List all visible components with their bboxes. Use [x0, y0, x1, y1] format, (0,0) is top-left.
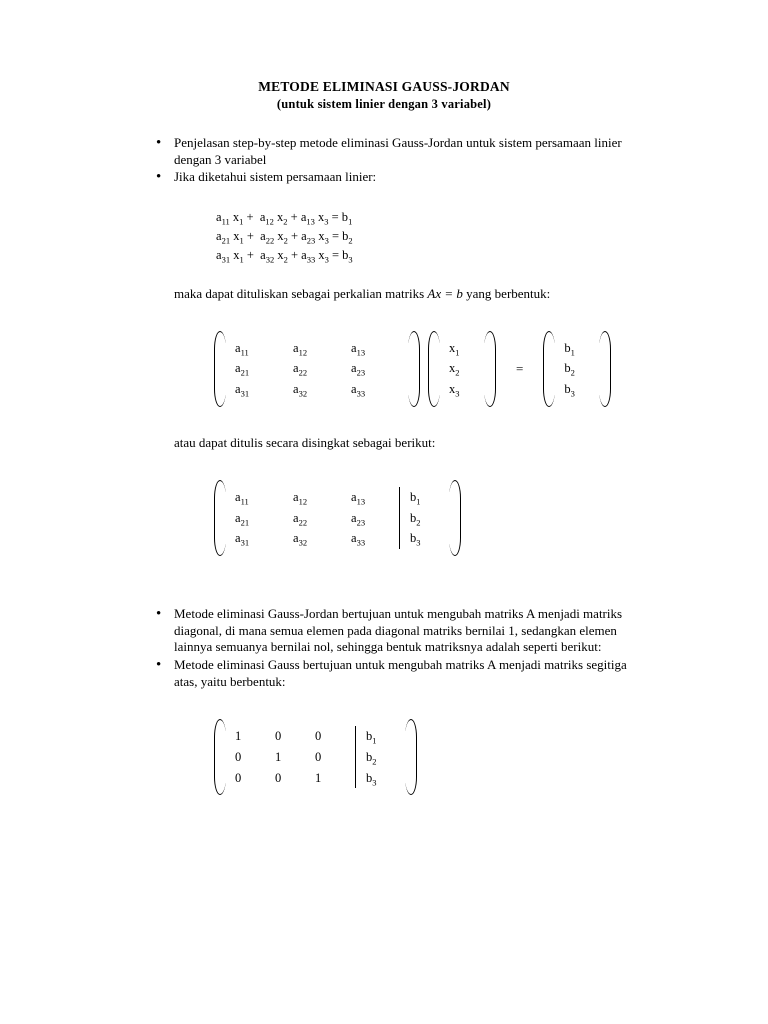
eq2-x1: x: [230, 228, 240, 243]
eq1-op2: +: [287, 209, 301, 224]
eq3-s1: 31: [221, 254, 231, 265]
table-row: [564, 358, 590, 379]
augmented-matrix: [214, 478, 461, 558]
table-row: [449, 358, 475, 379]
list-item: [156, 657, 698, 690]
eq3-eq: = b: [328, 248, 349, 263]
eq2-a1: a: [216, 228, 222, 243]
cell: 1: [315, 770, 322, 785]
cell: $a_{23}$: [351, 510, 366, 527]
cell: $b_1$: [356, 726, 397, 747]
matrix-equation-row: [210, 329, 698, 409]
cell: $b_3$: [564, 382, 575, 399]
eq3-a2: a: [260, 248, 266, 263]
title-line-2: (untuk sistem linier dengan 3 variabel): [276, 97, 492, 112]
cell: 1: [275, 749, 282, 764]
table-row: [449, 379, 475, 400]
eq2-a2: a: [260, 228, 266, 243]
eq2-x2: x: [274, 228, 284, 243]
cell: $a_{21}$: [235, 510, 250, 527]
eq3-rhs: 3: [348, 254, 353, 265]
eq3-a3: a: [301, 248, 307, 263]
eq1-s1: 11: [221, 216, 230, 227]
table-row: [235, 508, 440, 529]
cell: $a_{31}$: [235, 531, 250, 548]
table-row: [449, 338, 475, 359]
table-row: [235, 726, 396, 747]
cell: $a_{23}$: [351, 361, 366, 378]
augmented-matrix-row: [210, 478, 698, 558]
bullet-text-1: Penjelasan step-by-step metode eliminasi Gauss-Jordan untuk sistem persamaan linier dengan 3 variabel: [174, 135, 622, 167]
bullet-icon: •: [156, 606, 162, 622]
bracket-right-icon: [485, 329, 496, 409]
cell: $a_{12}$: [293, 340, 308, 358]
eq3-xs3: 3: [324, 254, 329, 265]
table-row: [235, 379, 399, 400]
bracket-right-icon: [406, 717, 417, 797]
list-item: [156, 169, 698, 186]
table-row: [235, 747, 396, 768]
vector-b-table: [564, 338, 590, 400]
eq2-xs3: 3: [324, 235, 329, 246]
identity-augmented-matrix: [214, 717, 417, 797]
equation-system: [216, 208, 698, 266]
bullet-list-top: [70, 135, 698, 187]
table-row: [564, 338, 590, 359]
bullet-icon: •: [156, 169, 162, 186]
eq3-op1: +: [243, 248, 261, 263]
eq1-a2: a: [259, 209, 266, 224]
identity-matrix-row: [210, 717, 698, 797]
eq2-x3: x: [315, 228, 325, 243]
cell: 0: [315, 749, 322, 764]
eq1-op1: +: [243, 209, 260, 224]
cell: $b_3$: [356, 768, 397, 789]
bullet-icon: •: [156, 656, 162, 673]
matrix-intro-text-b: yang berbentuk:: [462, 285, 551, 301]
cell: $x_2$: [449, 361, 460, 378]
bullet-icon: •: [156, 135, 162, 152]
eq2-s2: 22: [265, 235, 275, 246]
eq2-op2: +: [287, 228, 302, 243]
eq2-eq: = b: [328, 228, 349, 243]
cell: $a_{22}$: [293, 361, 308, 378]
eq1-xs2: 2: [283, 216, 288, 227]
equation-line-3: [216, 246, 698, 265]
eq1-xs1: 1: [239, 216, 244, 227]
eq3-xs2: 2: [283, 254, 288, 265]
eq3-x1: x: [230, 248, 240, 263]
eq2-s1: 21: [221, 235, 231, 246]
eq2-xs2: 2: [283, 235, 288, 246]
eq3-xs1: 1: [239, 254, 244, 265]
vector-x: [428, 329, 496, 409]
augmented-intro-paragraph: atau dapat ditulis secara disingkat sebagai berikut:: [174, 434, 436, 450]
eq1-x1: x: [229, 209, 240, 224]
table-row: [564, 379, 590, 400]
eq3-s2: 32: [265, 254, 275, 265]
matrix-intro-paragraph: [174, 286, 644, 303]
table-row: [235, 768, 396, 789]
bracket-right-icon: [409, 329, 420, 409]
bracket-left-icon: [543, 329, 554, 409]
vector-b: [543, 329, 611, 409]
list-item: [156, 135, 698, 168]
cell: $a_{22}$: [293, 510, 308, 527]
identity-augmented-matrix-table: [235, 726, 396, 788]
cell: $a_{33}$: [351, 531, 366, 548]
title-line-1: METODE ELIMINASI GAUSS-JORDAN: [258, 79, 510, 94]
eq1-eq: = b: [328, 209, 349, 224]
eq2-rhs: 2: [348, 235, 353, 246]
matrix-A: [214, 329, 420, 409]
eq3-s3: 33: [306, 254, 316, 265]
eq3-a1: a: [216, 248, 222, 263]
cell: $a_{12}$: [293, 489, 308, 507]
eq2-s3: 23: [306, 235, 316, 246]
cell: $a_{13}$: [351, 489, 366, 507]
augmented-matrix-table: [235, 487, 440, 549]
equation-line-2: [216, 227, 698, 246]
bracket-left-icon: [214, 717, 225, 797]
cell: $a_{21}$: [235, 361, 250, 378]
bullet-text-3: Metode eliminasi Gauss-Jordan bertujuan untuk mengubah matriks A menjadi matriks diagonal, di mana semua elemen pada diagonal matriks bernilai 1, sedangkan elemen lainnya semuanya bernilai nol, sehingga bentuk matriksnya adalah seperti berikut:: [174, 606, 623, 655]
eq1-x3: x: [314, 209, 325, 224]
cell: 1: [235, 729, 242, 744]
eq1-s3: 13: [306, 216, 315, 227]
eq1-a1: a: [216, 209, 222, 224]
cell: $b_2$: [564, 361, 575, 378]
cell: 0: [275, 729, 282, 744]
cell: 0: [275, 770, 282, 785]
matrix-intro-italic: Ax = b: [427, 285, 463, 301]
cell: $a_{11}$: [235, 340, 249, 358]
list-item: [156, 606, 698, 656]
cell: $a_{32}$: [293, 382, 308, 399]
bracket-left-icon: [428, 329, 439, 409]
cell: $b_1$: [400, 487, 441, 508]
eq1-x2: x: [273, 209, 284, 224]
cell: $b_2$: [356, 747, 397, 768]
bullet-list-bottom: [70, 606, 698, 690]
cell: 0: [235, 749, 242, 764]
vector-x-table: [449, 338, 475, 400]
eq3-op2: +: [287, 248, 302, 263]
cell: $x_1$: [449, 340, 460, 358]
eq3-x2: x: [274, 248, 284, 263]
eq2-a3: a: [301, 228, 307, 243]
cell: $b_3$: [400, 528, 441, 549]
matrix-A-table: [235, 338, 399, 400]
cell: $x_3$: [449, 382, 460, 399]
bullet-text-2: Jika diketahui sistem persamaan linier:: [174, 169, 377, 185]
equation-line-1: [216, 208, 698, 227]
eq1-a3: a: [300, 209, 307, 224]
bracket-right-icon: [450, 478, 461, 558]
cell: $b_2$: [400, 508, 441, 529]
table-row: [235, 358, 399, 379]
cell: $a_{31}$: [235, 382, 250, 399]
cell: $b_1$: [564, 340, 575, 358]
cell: $a_{11}$: [235, 489, 249, 507]
bracket-left-icon: [214, 329, 225, 409]
table-row: [235, 528, 440, 549]
eq2-op1: +: [243, 228, 261, 243]
bracket-right-icon: [600, 329, 611, 409]
table-row: [235, 487, 440, 508]
table-row: [235, 338, 399, 359]
cell: $a_{33}$: [351, 382, 366, 399]
eq2-xs1: 1: [239, 235, 244, 246]
matrix-intro-text-a: maka dapat dituliskan sebagai perkalian matriks: [174, 285, 428, 301]
equals-sign: =: [516, 360, 524, 376]
bracket-left-icon: [214, 478, 225, 558]
cell: $a_{13}$: [351, 340, 366, 358]
bullet-text-4: Metode eliminasi Gauss bertujuan untuk mengubah matriks A menjadi matriks segitiga atas, yaitu berbentuk:: [174, 656, 627, 689]
cell: 0: [315, 729, 322, 744]
eq3-x3: x: [315, 248, 325, 263]
cell: $a_{32}$: [293, 531, 308, 548]
document-title: [70, 78, 698, 113]
eq1-xs3: 3: [324, 216, 329, 227]
eq1-rhs: 1: [348, 216, 353, 227]
cell: 0: [235, 770, 242, 785]
eq1-s2: 12: [265, 216, 274, 227]
